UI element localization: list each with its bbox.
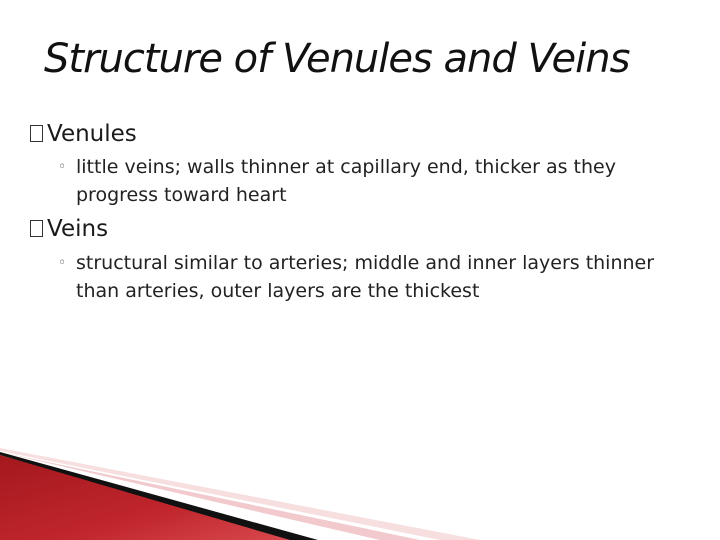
subpoint-text: structural similar to arteries; middle and inner layers thinner than arteries, outer layers are the thickest (76, 252, 655, 302)
checkbox-square-icon (30, 220, 43, 237)
ring-bullet-icon: ◦ (58, 255, 67, 271)
checkbox-square-icon (30, 125, 43, 142)
bullet-veins (30, 215, 108, 243)
subpoint-veins (58, 249, 668, 305)
subpoint-text: little veins; walls thinner at capillary end, thicker as they progress toward heart (76, 156, 616, 206)
subpoint-venules (58, 153, 668, 209)
bullet-venules (30, 120, 137, 148)
bullet-label: Veins (47, 216, 109, 242)
bullet-label: Venules (47, 121, 137, 147)
ring-bullet-icon: ◦ (58, 159, 67, 175)
slide-title: Structure of Venules and Veins (44, 36, 630, 82)
